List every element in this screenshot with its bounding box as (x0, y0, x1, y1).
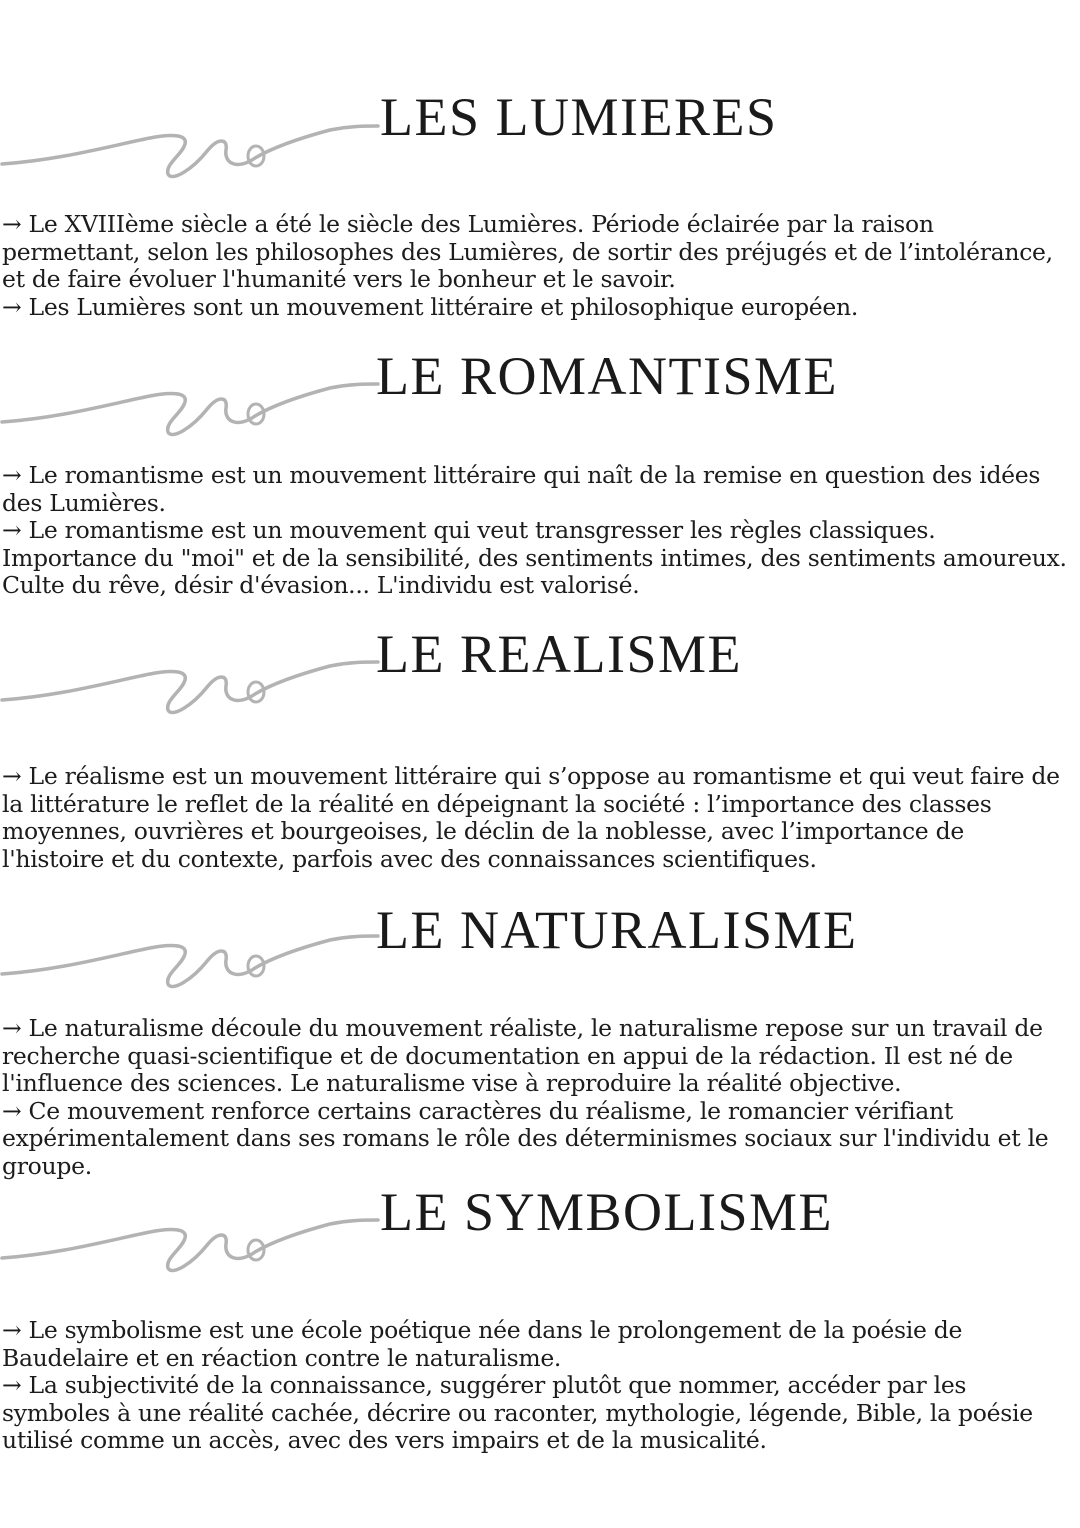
section-body (2, 211, 1072, 321)
swirl-divider-icon (0, 910, 400, 990)
section-title: LE NATURALISME (376, 900, 858, 960)
paragraph: → Le naturalisme découle du mouvement réaliste, le naturalisme repose sur un travail de recherche quasi-scientifique et de documentation en appui de la rédaction. Il est né de l'influence des sciences. Le naturalisme vise à reproduire la réalité objective. (2, 1014, 1043, 1097)
paragraph: → Le XVIIIème siècle a été le siècle des Lumières. Période éclairée par la raison permettant, selon les philosophes des Lumières, de sortir des préjugés et de l’intolérance, et de faire évoluer l'humanité vers le bonheur et le savoir. (2, 210, 1053, 293)
section-body (2, 1015, 1072, 1180)
paragraph: → La subjectivité de la connaissance, suggérer plutôt que nommer, accéder par les symboles à une réalité cachée, décrire ou raconter, mythologie, légende, Bible, la poésie utilisé comme un accès, avec des vers impairs et de la musicalité. (2, 1371, 1033, 1454)
section-title: LE SYMBOLISME (380, 1182, 834, 1242)
paragraph: → Le réalisme est un mouvement littéraire qui s’oppose au romantisme et qui veut faire de la littérature le reflet de la réalité en dépeignant la société : l’importance des classes moyennes, ouvrières et bourgeoises, le déclin de la noblesse, avec l’importance de l'histoire et du contexte, parfois avec des connaissances scientifiques. (2, 762, 1060, 873)
swirl-divider-icon (0, 358, 400, 438)
section-body (2, 462, 1072, 600)
section-title: LE ROMANTISME (376, 346, 838, 406)
swirl-divider-icon (0, 100, 400, 180)
section-title: LES LUMIERES (380, 87, 778, 147)
section-body (2, 1317, 1072, 1455)
swirl-divider-icon (0, 1194, 400, 1274)
paragraph: → Ce mouvement renforce certains caractères du réalisme, le romancier vérifiant expérimentalement dans ses romans le rôle des déterminismes sociaux sur l'individu et le groupe. (2, 1096, 1049, 1180)
paragraph: → Le symbolisme est une école poétique née dans le prolongement de la poésie de Baudelaire et en réaction contre le naturalisme. (2, 1316, 963, 1372)
paragraph: → Le romantisme est un mouvement littéraire qui naît de la remise en question des idées des Lumières. (2, 461, 1041, 517)
section-title: LE REALISME (376, 624, 742, 684)
section-body (2, 763, 1072, 873)
swirl-divider-icon (0, 636, 400, 716)
paragraph: → Les Lumières sont un mouvement littéraire et philosophique européen. (2, 292, 859, 321)
paragraph: → Le romantisme est un mouvement qui veut transgresser les règles classiques. Importance du "moi" et de la sensibilité, des sentiments intimes, des sentiments amoureux. Culte du rêve, désir d'évasion... L'individu est valorisé. (2, 516, 1067, 599)
